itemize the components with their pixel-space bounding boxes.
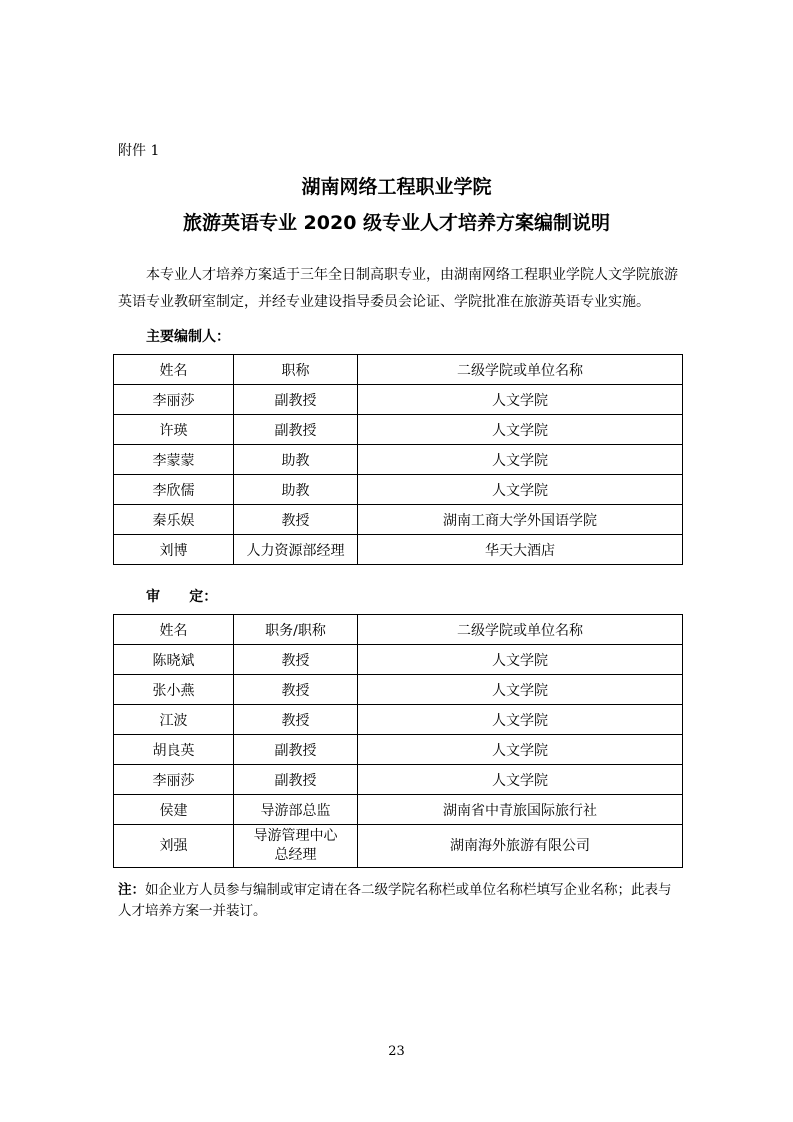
page-number: 23 (388, 1044, 405, 1059)
title-cell: 导游部总监 (234, 795, 358, 825)
header-cell: 职称 (234, 355, 358, 385)
header-cell: 姓名 (114, 615, 234, 645)
table-row (114, 445, 683, 475)
name-cell: 侯建 (114, 795, 234, 825)
name-cell: 胡良英 (114, 735, 234, 765)
unit-cell: 华天大酒店 (358, 535, 683, 565)
document-title: 湖南网络工程职业学院 (301, 176, 492, 198)
name-cell: 陈晓斌 (114, 645, 234, 675)
table-header-row (114, 615, 683, 645)
footnote (118, 880, 678, 922)
table-row (114, 505, 683, 535)
note-label: 注： (118, 882, 145, 898)
name-cell: 李欣儒 (114, 475, 234, 505)
table-row (114, 705, 683, 735)
title-cell: 人力资源部经理 (234, 535, 358, 565)
title-cell: 助教 (234, 475, 358, 505)
editors-table (113, 354, 683, 565)
header-cell: 姓名 (114, 355, 234, 385)
unit-cell: 人文学院 (358, 385, 683, 415)
title-cell: 教授 (234, 645, 358, 675)
name-cell: 张小燕 (114, 675, 234, 705)
table-row (114, 385, 683, 415)
reviewers-table (113, 614, 683, 868)
editors-section-heading: 主要编制人： (146, 329, 230, 345)
unit-cell: 人文学院 (358, 705, 683, 735)
name-cell: 李蒙蒙 (114, 445, 234, 475)
name-cell: 刘强 (114, 825, 234, 868)
table-header-row (114, 355, 683, 385)
table-row (114, 825, 683, 868)
intro-paragraph: 本专业人才培养方案适于三年全日制高职专业，由湖南网络工程职业学院人文学院旅游英语专业教研室制定，并经专业建设指导委员会论证、学院批准在旅游英语专业实施。 (118, 267, 678, 310)
title-cell: 教授 (234, 705, 358, 735)
table-row (114, 645, 683, 675)
table-row (114, 475, 683, 505)
header-cell: 职务/职称 (234, 615, 358, 645)
title-cell: 助教 (234, 445, 358, 475)
title-cell: 副教授 (234, 385, 358, 415)
name-cell: 刘博 (114, 535, 234, 565)
note-text: 如企业方人员参与编制或审定请在各二级学院名称栏或单位名称栏填写企业名称；此表与人才培养方案一并装订。 (118, 882, 672, 919)
table-row (114, 415, 683, 445)
header-cell: 二级学院或单位名称 (358, 355, 683, 385)
title-cell: 副教授 (234, 415, 358, 445)
document-subtitle: 旅游英语专业 2020 级专业人才培养方案编制说明 (182, 212, 611, 234)
table-row (114, 765, 683, 795)
title-cell: 教授 (234, 505, 358, 535)
unit-cell: 湖南省中青旅国际旅行社 (358, 795, 683, 825)
title-cell: 教授 (234, 675, 358, 705)
unit-cell: 湖南海外旅游有限公司 (358, 825, 683, 868)
unit-cell: 人文学院 (358, 675, 683, 705)
name-cell: 江波 (114, 705, 234, 735)
attachment-label: 附件 1 (118, 143, 160, 159)
title-cell: 副教授 (234, 735, 358, 765)
table-row (114, 795, 683, 825)
name-cell: 秦乐娱 (114, 505, 234, 535)
table-row (114, 735, 683, 765)
table-row (114, 675, 683, 705)
unit-cell: 人文学院 (358, 735, 683, 765)
table-row (114, 535, 683, 565)
reviewers-section-heading: 审 定： (146, 589, 218, 605)
unit-cell: 人文学院 (358, 765, 683, 795)
header-cell: 二级学院或单位名称 (358, 615, 683, 645)
name-cell: 李丽莎 (114, 385, 234, 415)
name-cell: 许瑛 (114, 415, 234, 445)
title-cell: 导游管理中心 总经理 (234, 825, 358, 868)
unit-cell: 人文学院 (358, 415, 683, 445)
title-cell: 副教授 (234, 765, 358, 795)
unit-cell: 人文学院 (358, 445, 683, 475)
unit-cell: 湖南工商大学外国语学院 (358, 505, 683, 535)
unit-cell: 人文学院 (358, 645, 683, 675)
unit-cell: 人文学院 (358, 475, 683, 505)
name-cell: 李丽莎 (114, 765, 234, 795)
